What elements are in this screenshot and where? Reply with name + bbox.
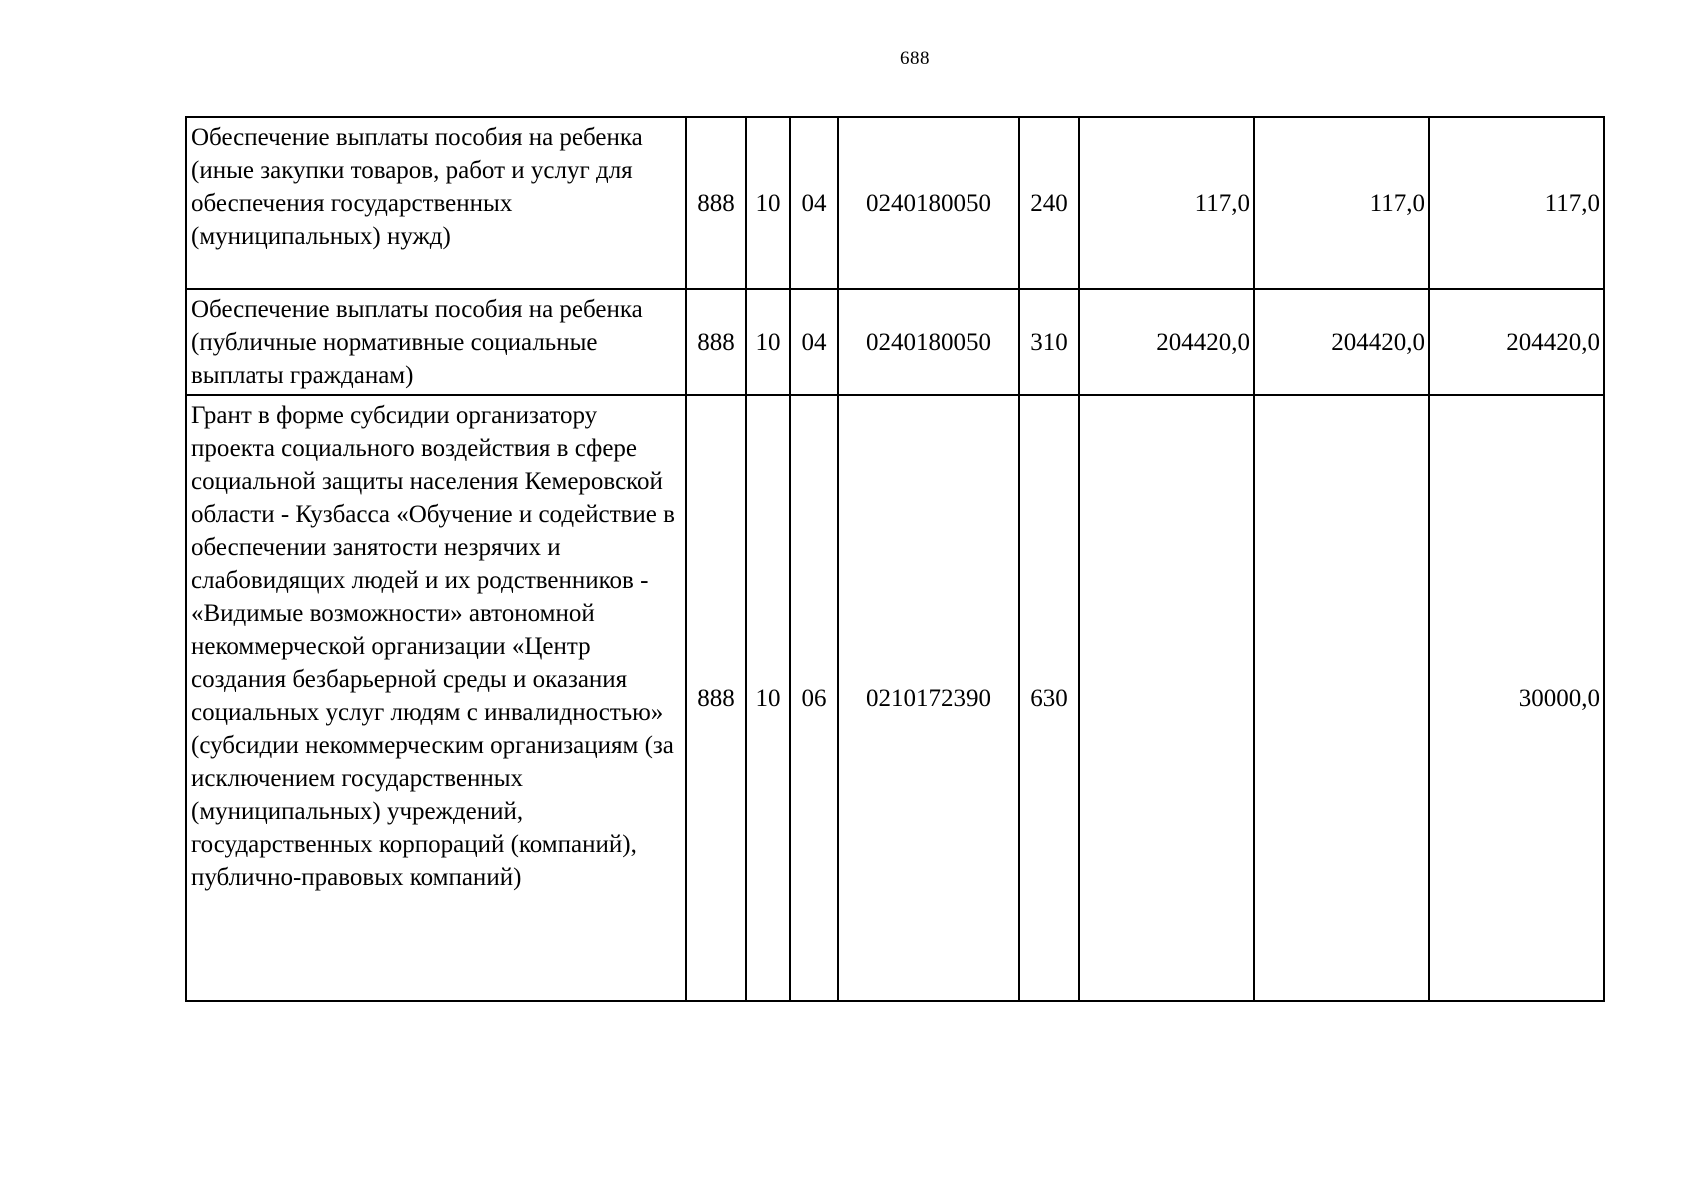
expense-type-code: 310 <box>1019 289 1079 395</box>
target-article-code: 0210172390 <box>838 395 1019 1001</box>
amount-year-1 <box>1079 395 1254 1001</box>
section-code: 10 <box>746 395 790 1001</box>
subsection-code: 04 <box>790 289 838 395</box>
expense-type-code: 240 <box>1019 117 1079 289</box>
row-description: Обеспечение выплаты пособия на ребенка (иные закупки товаров, работ и услуг для обеспечения государственных (муниципальных) нужд) <box>186 117 686 289</box>
expense-type-code: 630 <box>1019 395 1079 1001</box>
amount-year-3: 204420,0 <box>1429 289 1604 395</box>
amount-year-3: 117,0 <box>1429 117 1604 289</box>
amount-year-2 <box>1254 395 1429 1001</box>
amount-year-1: 204420,0 <box>1079 289 1254 395</box>
amount-year-1: 117,0 <box>1079 117 1254 289</box>
table-row <box>186 289 1604 395</box>
subsection-code: 04 <box>790 117 838 289</box>
grbs-code: 888 <box>686 395 746 1001</box>
target-article-code: 0240180050 <box>838 117 1019 289</box>
target-article-code: 0240180050 <box>838 289 1019 395</box>
row-description: Обеспечение выплаты пособия на ребенка (публичные нормативные социальные выплаты гражданам) <box>186 289 686 395</box>
grbs-code: 888 <box>686 117 746 289</box>
amount-year-2: 204420,0 <box>1254 289 1429 395</box>
grbs-code: 888 <box>686 289 746 395</box>
page-number: 688 <box>900 48 930 69</box>
section-code: 10 <box>746 117 790 289</box>
subsection-code: 06 <box>790 395 838 1001</box>
section-code: 10 <box>746 289 790 395</box>
row-description: Грант в форме субсидии организатору проекта социального воздействия в сфере социальной защиты населения Кемеровской области - Кузбасса «Обучение и содействие в обеспечении занятости незрячих и слабовидящих людей и их родственников - «Видимые возможности» автономной некоммерческой организации «Центр создания безбарьерной среды и оказания социальных услуг людям с инвалидностью» (субсидии некоммерческим организациям (за исключением государственных (муниципальных) учреждений, государственных корпораций (компаний), публично-правовых компаний) <box>186 395 686 1001</box>
budget-table <box>185 116 1605 1002</box>
amount-year-2: 117,0 <box>1254 117 1429 289</box>
table-row <box>186 117 1604 289</box>
table-row <box>186 395 1604 1001</box>
amount-year-3: 30000,0 <box>1429 395 1604 1001</box>
